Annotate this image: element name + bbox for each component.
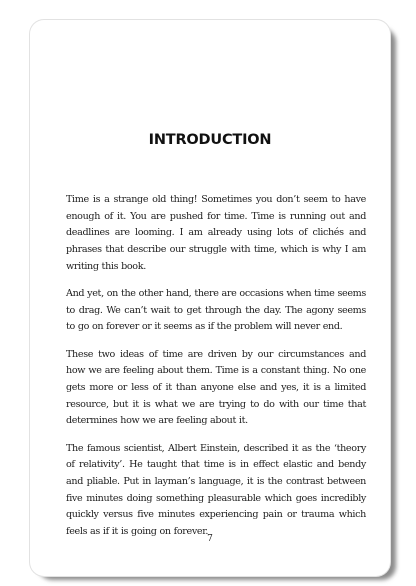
chapter-title: INTRODUCTION (148, 132, 272, 148)
body-text (66, 192, 366, 551)
paragraph: These two ideas of time are driven by our circumstances and how we are feeling about them. Time is a constant thing. No one gets more or less of it than anyone else and yes, it is a limited resource, but it is what we are trying to do with our time that determines how we are feeling about it. (66, 348, 366, 427)
paragraph: Time is a strange old thing! Sometimes you don’t seem to have enough of it. You are pushed for time. Time is running out and deadlines are looming. I am already using lots of clichés and phrases that describe our struggle with time, which is why I am writing this book. (66, 194, 366, 272)
page-number: 7 (207, 534, 213, 544)
paragraph: And yet, on the other hand, there are occasions when time seems to drag. We can’t wait to get through the day. The agony seems to go on forever or it seems as if the problem will never end. (66, 288, 366, 333)
book-page (30, 20, 390, 576)
paragraph: The famous scientist, Albert Einstein, described it as the ‘theory of relativity’. He taught that time is in effect elastic and bendy and pliable. Put in layman’s language, it is the contrast between five minutes doing something pleasurable which goes incredibly quickly versus five minutes experiencing pain or trauma which feels as if it is going on forever. (66, 442, 366, 538)
